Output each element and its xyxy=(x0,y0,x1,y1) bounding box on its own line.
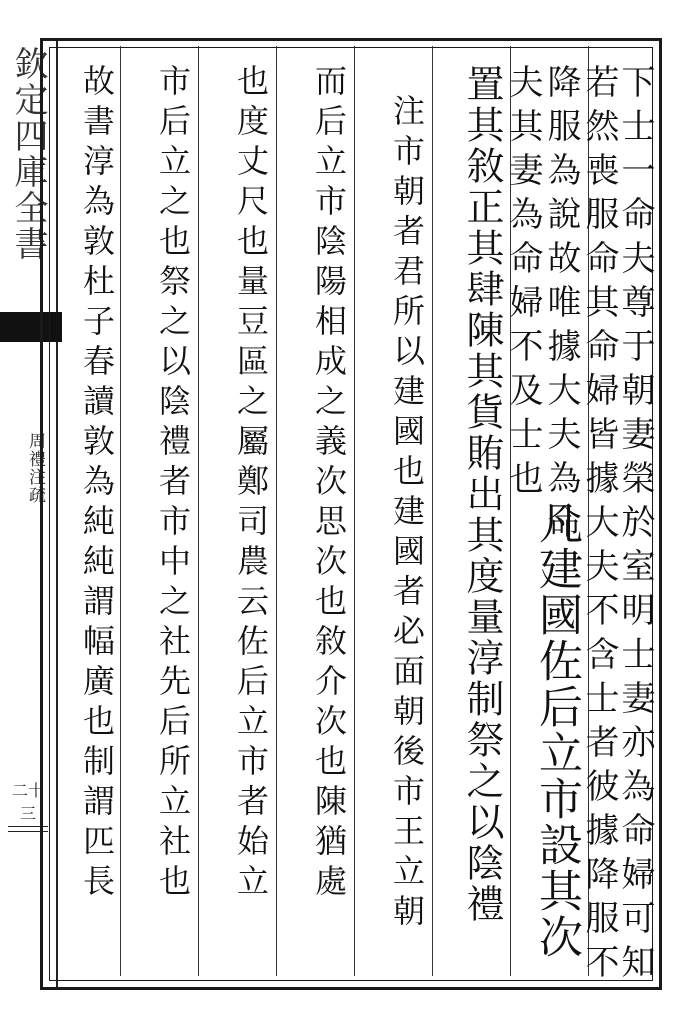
text-column-4: 注市朝者君所以建國也建國者必面朝後市王立朝 xyxy=(388,94,426,934)
text-column-2a: 降服為說故唯據大夫為命 xyxy=(541,64,581,548)
column-divider xyxy=(120,46,121,976)
text-column-8: 故書淳為敦杜子春讀敦為純純謂幅廣也制謂匹長 xyxy=(78,64,116,904)
column-divider xyxy=(354,46,355,976)
page-number-text: 二十三 xyxy=(11,781,44,823)
text-column-1b: 若然喪服命其命婦皆據大夫不含士者彼據降服不 xyxy=(579,64,619,988)
text-column-3-main: 置其敘正其肆陳其貨賄出其度量淳制祭之以陰禮 xyxy=(460,64,504,925)
text-column-5: 而后立市陰陽相成之義次思次也敘介次也陳猶處 xyxy=(310,64,348,904)
text-column-6: 也度丈尺也量豆區之屬鄭司農云佐后立市者始立 xyxy=(232,64,270,904)
margin-header-text: 欽定四庫全書 xyxy=(8,46,48,262)
column-divider xyxy=(432,46,433,976)
column-divider xyxy=(198,46,199,976)
text-column-2b: 夫其妻為命婦不及士也 xyxy=(503,64,543,504)
text-column-1a: 下士一命夫尊于朝妻榮於室明士妻亦為命婦可知 xyxy=(615,64,655,988)
book-title: 周禮注疏 xyxy=(25,432,45,504)
text-column-7: 市后立之也祭之以陰禮者市中之社先后所立社也 xyxy=(154,64,192,904)
text-column-2-main: 凡建國佐后立市設其次 xyxy=(531,500,582,960)
column-divider xyxy=(276,46,277,976)
